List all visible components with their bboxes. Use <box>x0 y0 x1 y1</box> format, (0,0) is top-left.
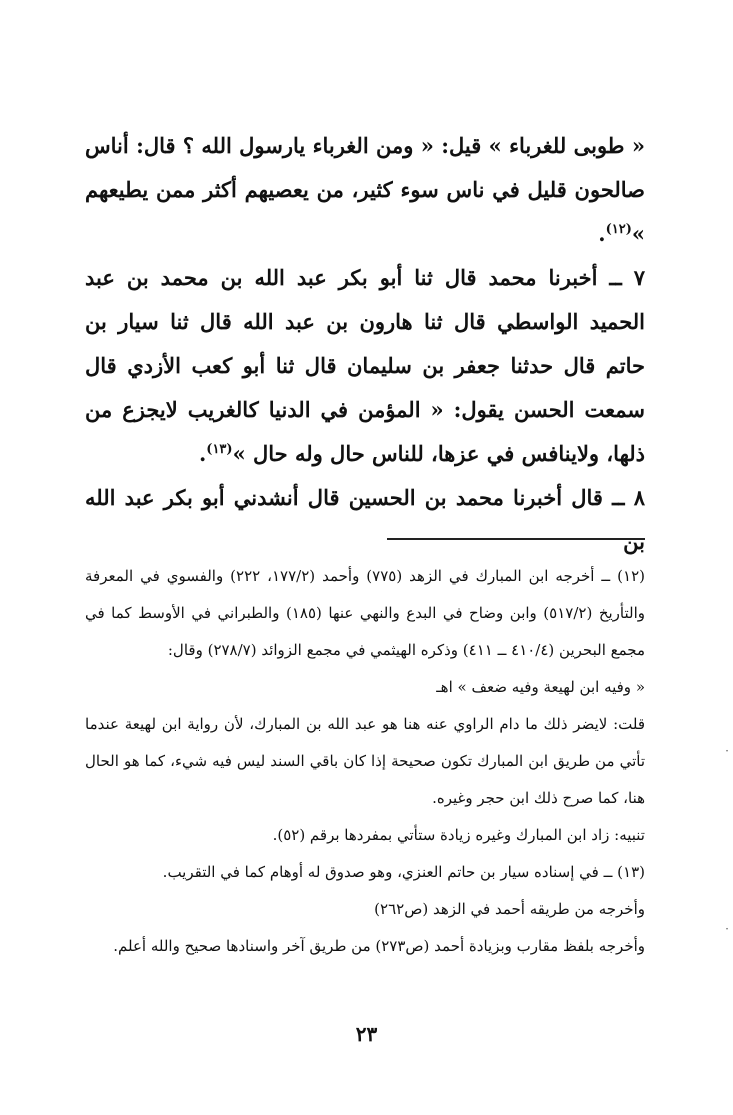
main-text <box>85 124 645 564</box>
paragraph-hadith-7: ٧ ــ أخبرنا محمد قال ثنا أبو بكر عبد الله بن محمد بن عبد الحميد الواسطي قال ثنا هارون بن عبد الله قال ثنا سيار بن حاتم قال حدثنا جعفر بن سليمان قال ثنا أبو كعب الأزدي قال سمعت الحسن يقول: « المؤمن في الدنيا كالغريب لايجزع من ذلها، ولاينافس في عزها، للناس حال وله حال »$^{(١٣)}$. <box>85 265 645 466</box>
footnote-ref-13: (١٣) <box>206 442 233 457</box>
footnote-13-extra-2: وأخرجه بلفظ مقارب وبزيادة أحمد (ص٢٧٣) من طريق آخر واسنادها صحيح والله أعلم. <box>113 937 645 955</box>
footnote-13: (١٣) ــ في إسناده سيار بن حاتم العنزي، وهو صدوق له أوهام كما في التقريب. <box>162 863 645 881</box>
footnote-quote: « وفيه ابن لهيعة وفيه ضعف » اهـ <box>436 678 645 696</box>
footnote-ref-12: (١٢) <box>605 222 632 237</box>
footnote-12: (١٢) ــ أخرجه ابن المبارك في الزهد (٧٧٥) وأحمد (١٧٧/٢، ٢٢٢) والفسوي في المعرفة والتأريخ (٥١٧/٢) وابن وضاح في البدع والنهي عنها (١٨٥) والطبراني في الأوسط كما في مجمع البحرين (٤١٠/٤ ــ ٤١١) وذكره الهيثمي في مجمع الزوائد (٢٧٨/٧) وقال: <box>85 567 645 659</box>
footnote-13-extra: وأخرجه من طريقه أحمد في الزهد (ص٢٦٢) <box>374 900 645 918</box>
paragraph-text: ٨ ــ قال أخبرنا محمد بن الحسين قال أنشدني أبو بكر عبد الله بن <box>85 485 645 554</box>
margin-mark: · <box>725 922 729 936</box>
footnote-notice: تنبيه: زاد ابن المبارك وغيره زيادة ستأتي بمفردها برقم (٥٢). <box>272 826 645 844</box>
page-number: ٢٣ <box>355 1022 378 1046</box>
paragraph-hadith-6: « طوبى للغرباء » قيل: « ومن الغرباء يارسول الله ؟ قال: أناس صالحون قليل في ناس سوء كثير، من يعصيهم أكثر ممن يطيعهم »$^{(١٢)}$. <box>85 133 645 246</box>
paragraph-text: ٧ ــ أخبرنا محمد قال ثنا أبو بكر عبد الله بن محمد بن عبد الحميد الواسطي قال ثنا هارون بن عبد الله قال ثنا سيار بن حاتم قال حدثنا جعفر بن سليمان قال ثنا أبو كعب الأزدي قال سمعت الحسن يقول: « المؤمن في الدنيا كالغريب لايجزع من ذلها، ولاينافس في عزها، للناس حال وله حال » <box>85 265 645 466</box>
footnote-comment: قلت: لايضر ذلك ما دام الراوي عنه هنا هو عبد الله بن المبارك، لأن رواية ابن لهيعة عندما تأتي من طريق ابن المبارك تكون صحيحة إذا كان باقي السند ليس فيه شيء، كما هو الحال هنا، كما صرح ذلك ابن حجر وغيره. <box>85 715 645 807</box>
footnotes <box>85 558 645 965</box>
paragraph-hadith-8 <box>85 476 645 564</box>
margin-mark: · <box>725 744 729 758</box>
paragraph-text: « طوبى للغرباء » قيل: « ومن الغرباء يارسول الله ؟ قال: أناس صالحون قليل في ناس سوء كثير، من يعصيهم أكثر ممن يطيعهم » <box>85 133 645 246</box>
footnote-separator <box>387 538 645 540</box>
